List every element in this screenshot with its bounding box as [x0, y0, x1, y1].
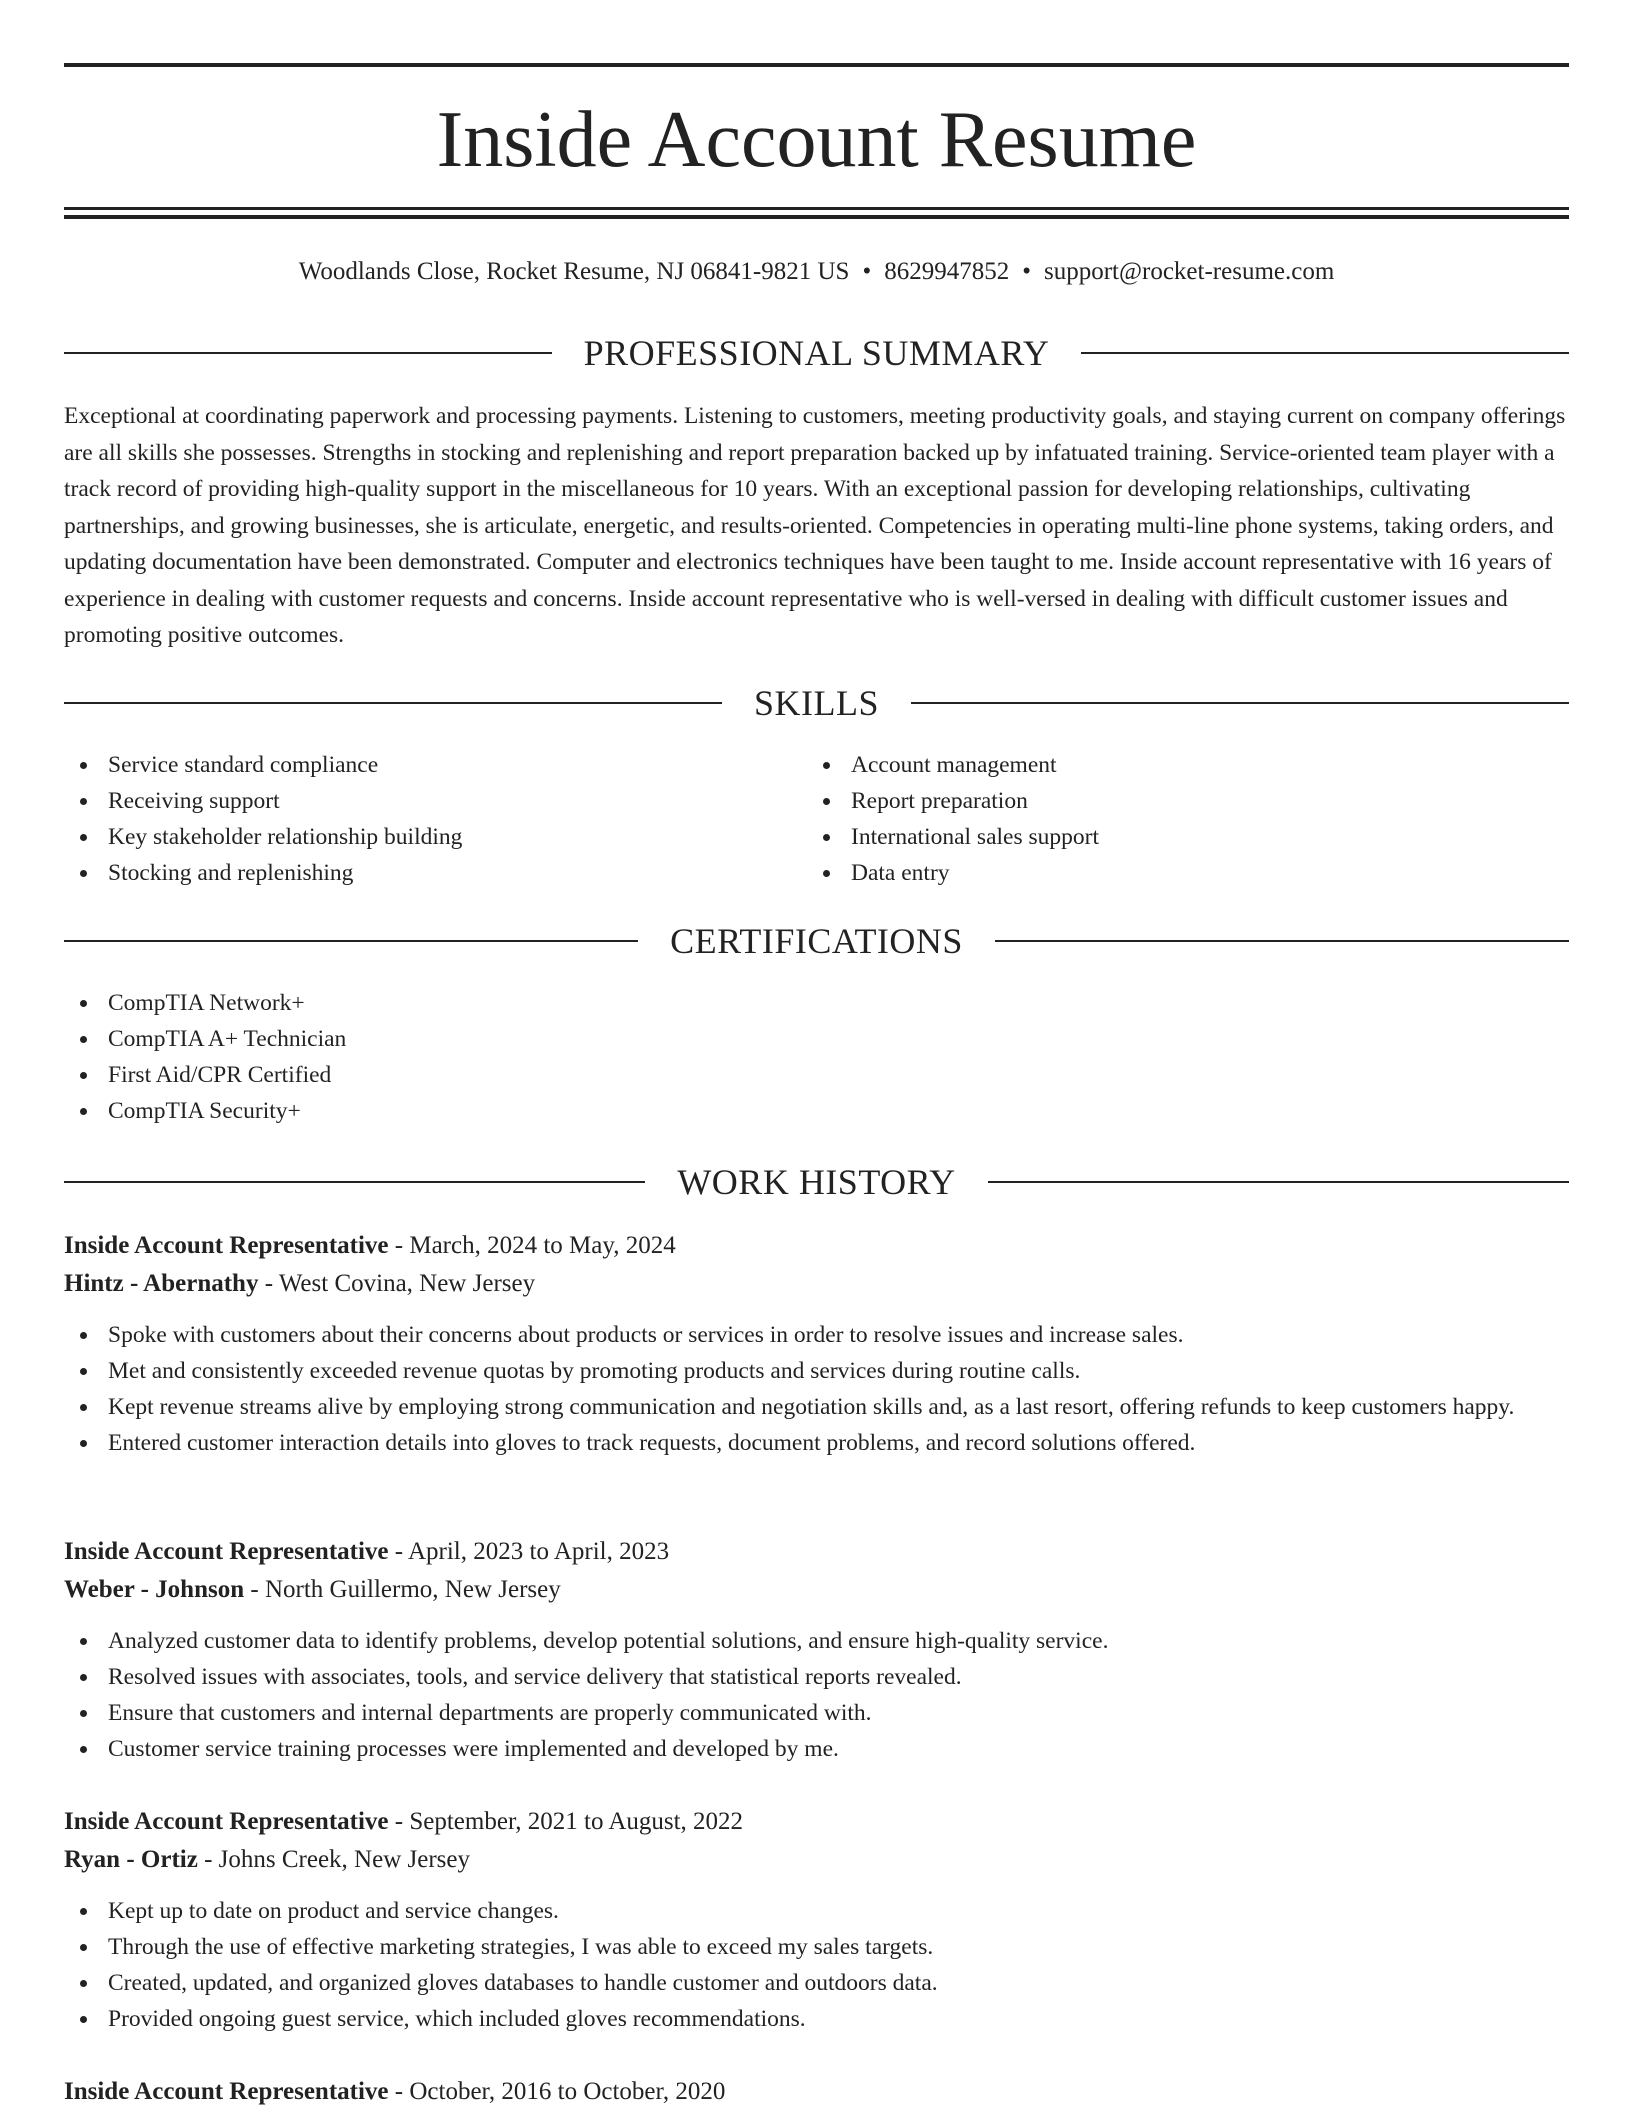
header-double-rule-upper — [64, 207, 1569, 210]
job-title-line — [64, 1803, 1569, 1841]
heading-rule-left — [64, 702, 722, 704]
heading-rule-right — [1081, 352, 1569, 354]
job-bullet: Created, updated, and organized gloves databases to handle customer and outdoors data. — [64, 1965, 1569, 2001]
job-dates: - March, 2024 to May, 2024 — [388, 1232, 676, 1259]
job-role: Inside Account Representative — [64, 1538, 389, 1565]
certifications-list — [64, 985, 1569, 1129]
contact-line — [64, 254, 1569, 290]
summary-section-heading — [64, 330, 1569, 376]
summary-paragraph: Exceptional at coordinating paperwork and processing payments. Listening to customers, meeting productivity goals, and staying current on company offerings are all skills she possesses. Strengths in stocking and replenishing and report preparation backed up by infatuated training. Service-oriented team player with a track record of providing high-quality support in the miscellaneous for 10 years. With an exceptional passion for developing relationships, cultivating partnerships, and growing businesses, she is articulate, energetic, and results-oriented. Competencies in operating multi-line phone systems, taking orders, and updating documentation have been demonstrated. Computer and electronics techniques have been taught to me. Inside account representative with 16 years of experience in dealing with customer requests and concerns. Inside account representative who is well-versed in dealing with difficult customer issues and promoting positive outcomes. — [64, 403, 1566, 648]
job-company: Ryan - Ortiz — [64, 1846, 198, 1873]
job-company-line — [64, 1265, 1569, 1303]
certifications-section-heading — [64, 918, 1569, 964]
header-top-rule — [64, 63, 1569, 67]
contact-email: support@rocket-resume.com — [1043, 258, 1335, 285]
skill-item: International sales support — [807, 819, 1507, 855]
job-bullet: Resolved issues with associates, tools, and service delivery that statistical reports revealed. — [64, 1659, 1569, 1695]
heading-rule-right — [988, 1181, 1569, 1183]
job-company-line — [64, 1571, 1569, 1609]
job-title-line — [64, 1533, 1569, 1571]
job-bullet: Kept up to date on product and service changes. — [64, 1893, 1569, 1929]
job-bullet: Through the use of effective marketing strategies, I was able to exceed my sales targets. — [64, 1929, 1569, 1965]
job-dates: - April, 2023 to April, 2023 — [388, 1538, 670, 1565]
heading-rule-left — [64, 352, 552, 354]
skill-item: Account management — [807, 747, 1507, 783]
work-section-heading — [64, 1159, 1569, 1205]
contact-separator: • — [862, 258, 872, 285]
job-company-line — [64, 1841, 1569, 1879]
job-company: Weber - Johnson — [64, 1576, 245, 1603]
work-heading-label: WORK HISTORY — [677, 1162, 956, 1202]
job-entry — [64, 1227, 1569, 1461]
contact-address: Woodlands Close, Rocket Resume, NJ 06841-9821 US — [298, 258, 850, 285]
job-location: - Johns Creek, New Jersey — [197, 1846, 470, 1873]
skills-section-heading — [64, 680, 1569, 726]
job-bullet: Spoke with customers about their concerns about products or services in order to resolve issues and increase sales. — [64, 1317, 1569, 1353]
job-location: - West Covina, New Jersey — [258, 1270, 536, 1297]
skill-item: Service standard compliance — [64, 747, 764, 783]
job-role: Inside Account Representative — [64, 1232, 389, 1259]
job-role: Inside Account Representative — [64, 1808, 389, 1835]
skill-item: Key stakeholder relationship building — [64, 819, 764, 855]
skill-item: Receiving support — [64, 783, 764, 819]
job-location: - North Guillermo, New Jersey — [244, 1576, 561, 1603]
job-bullets — [64, 1893, 1569, 2037]
contact-phone: 8629947852 — [884, 258, 1010, 285]
certification-item: CompTIA A+ Technician — [64, 1021, 1569, 1057]
heading-rule-right — [995, 940, 1569, 942]
job-bullet: Ensure that customers and internal departments are properly communicated with. — [64, 1695, 1569, 1731]
skill-item: Stocking and replenishing — [64, 855, 764, 891]
job-dates: - October, 2016 to October, 2020 — [388, 2078, 726, 2105]
job-dates: - September, 2021 to August, 2022 — [388, 1808, 744, 1835]
job-bullet: Kept revenue streams alive by employing strong communication and negotiation skills and, as a last resort, offering refunds to keep customers happy. — [64, 1389, 1569, 1425]
certification-item: First Aid/CPR Certified — [64, 1057, 1569, 1093]
header-double-rule-lower — [64, 215, 1569, 219]
heading-rule-right — [911, 702, 1569, 704]
summary-heading-label: PROFESSIONAL SUMMARY — [583, 333, 1050, 373]
job-entry — [64, 2073, 1569, 2111]
job-bullets — [64, 1317, 1569, 1461]
heading-rule-left — [64, 1181, 645, 1183]
job-entry — [64, 1533, 1569, 1767]
resume-title: Inside Account Resume — [436, 96, 1197, 184]
job-role: Inside Account Representative — [64, 2078, 389, 2105]
skills-heading-label: SKILLS — [754, 683, 880, 723]
skills-list-right — [807, 747, 1507, 891]
job-entry — [64, 1803, 1569, 2037]
job-title-line — [64, 2073, 1569, 2111]
job-bullet: Provided ongoing guest service, which included gloves recommendations. — [64, 2001, 1569, 2037]
job-bullet: Customer service training processes were implemented and developed by me. — [64, 1731, 1569, 1767]
job-bullet: Analyzed customer data to identify problems, develop potential solutions, and ensure high-quality service. — [64, 1623, 1569, 1659]
job-bullets — [64, 1623, 1569, 1767]
certification-item: CompTIA Security+ — [64, 1093, 1569, 1129]
certification-item: CompTIA Network+ — [64, 985, 1569, 1021]
job-company: Hintz - Abernathy — [64, 1270, 259, 1297]
job-bullet: Met and consistently exceeded revenue quotas by promoting products and services during routine calls. — [64, 1353, 1569, 1389]
job-bullet: Entered customer interaction details into gloves to track requests, document problems, and record solutions offered. — [64, 1425, 1569, 1461]
contact-separator: • — [1022, 258, 1031, 285]
skills-list-left — [64, 747, 764, 891]
job-title-line — [64, 1227, 1569, 1265]
skill-item: Data entry — [807, 855, 1507, 891]
heading-rule-left — [64, 940, 638, 942]
skill-item: Report preparation — [807, 783, 1507, 819]
certifications-heading-label: CERTIFICATIONS — [670, 921, 963, 961]
